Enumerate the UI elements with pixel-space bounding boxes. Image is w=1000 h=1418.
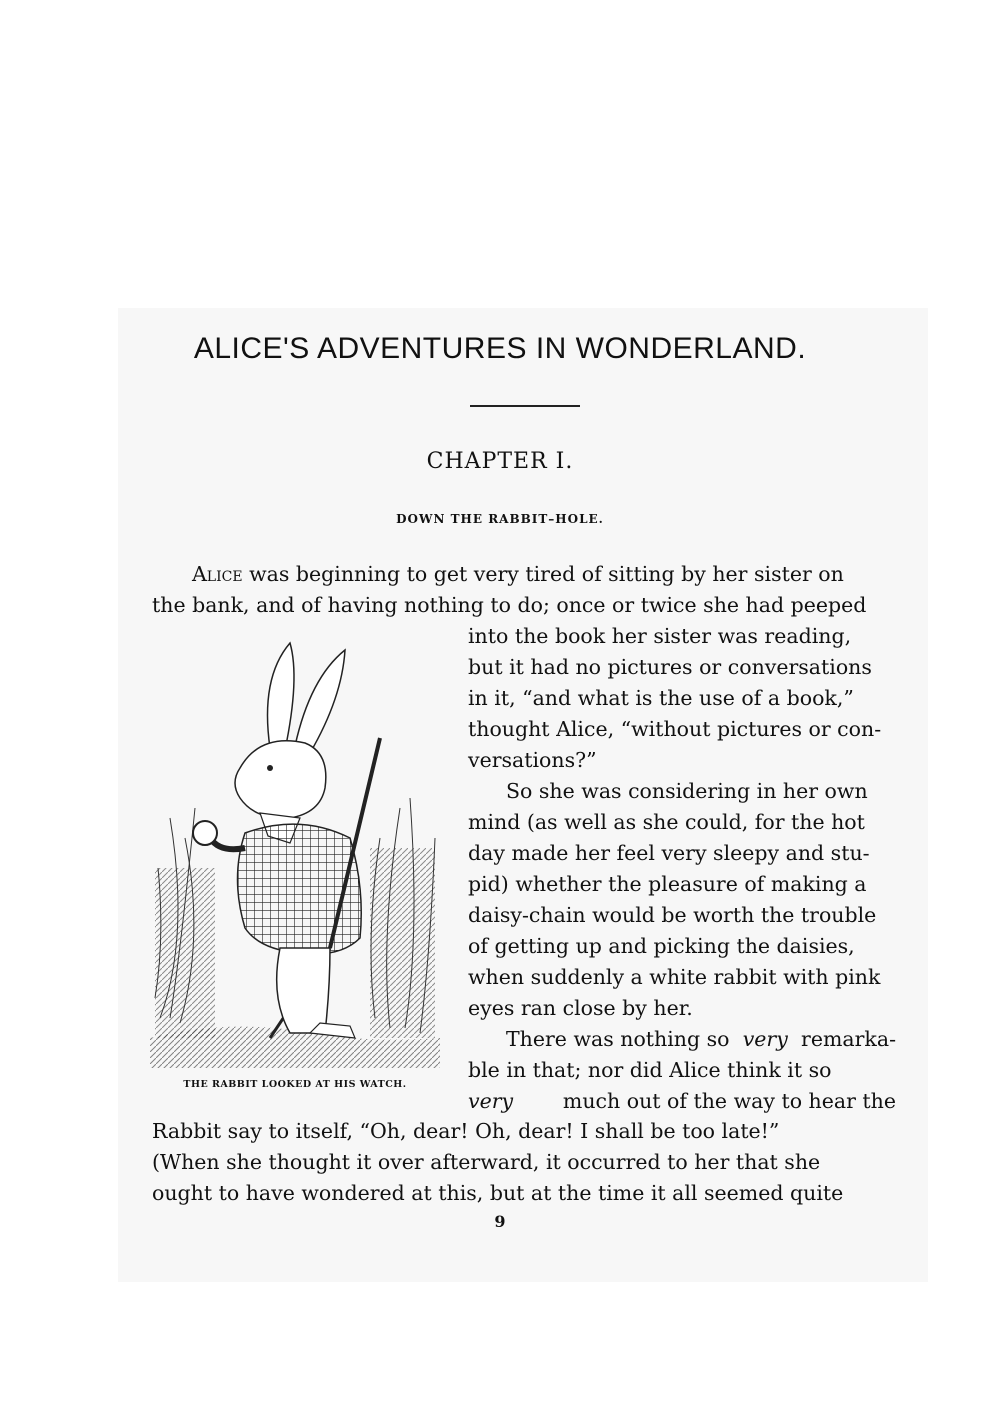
text-span: ble in that; nor did Alice think it so [468,1058,832,1082]
illustration-caption: THE RABBIT LOOKED AT HIS WATCH. [183,1079,407,1090]
text-line [468,870,896,898]
text-span: eyes ran close by her. [468,996,693,1020]
text-span: much out of the way to hear the [562,1089,896,1113]
text-span: when suddenly a white rabbit with pink [468,965,881,989]
text-span: thought Alice, “without pictures or con- [468,717,882,741]
text-line [468,963,896,991]
text-line [468,715,896,743]
text-span: but it had no pictures or conversations [468,655,872,679]
text-span: in it, “and what is the use of a book,” [468,686,854,710]
text-span: pid) whether the pleasure of making a [468,872,867,896]
text-line [468,622,896,650]
page-number: 9 [494,1212,506,1231]
text-line [468,746,896,774]
text-span: ought to have wondered at this, but at the time it all seemed quite [152,1181,844,1205]
text-line [468,653,896,681]
text-span: remarka- [801,1027,896,1051]
text-line [468,839,896,867]
white-rabbit-with-watch-icon [150,638,440,1068]
chapter-heading: CHAPTER I. [426,449,574,474]
text-line [468,901,896,929]
text-line [468,1056,896,1084]
text-span: So she was considering in her own [506,779,868,803]
text-span: There was nothing so [506,1027,730,1051]
emphasis-text: very [742,1027,788,1051]
text-line [506,777,896,805]
chapter-title: DOWN THE RABBIT–HOLE. [396,512,604,526]
drop-word: Alice [192,562,243,586]
text-span: Rabbit say to itself, “Oh, dear! Oh, dear! I shall be too late!” [152,1119,780,1143]
text-line [506,1025,896,1053]
text-line [468,994,896,1022]
text-line [468,808,896,836]
book-title: ALICE'S ADVENTURES IN WONDERLAND. [193,332,807,365]
text-line [152,1148,896,1176]
text-line [152,1117,896,1145]
text-span: (When she thought it over afterward, it occurred to her that she [152,1150,821,1174]
text-span: mind (as well as she could, for the hot [468,810,865,834]
text-line [468,1087,896,1115]
text-line [468,684,896,712]
text-span: of getting up and picking the daisies, [468,934,855,958]
text-span: the bank, and of having nothing to do; once or twice she had peeped [152,593,867,617]
text-line [152,1179,896,1207]
text-span: versations?” [468,748,597,772]
text-line [152,591,896,619]
text-span: day made her feel very sleepy and stu- [468,841,870,865]
title-divider [470,405,580,407]
text-line [468,932,896,960]
text-span: was beginning to get very tired of sitting by her sister on [249,562,844,586]
emphasis-text: very [468,1089,514,1113]
text-span: into the book her sister was reading, [468,624,852,648]
text-line [192,560,896,588]
text-span: daisy-chain would be worth the trouble [468,903,877,927]
